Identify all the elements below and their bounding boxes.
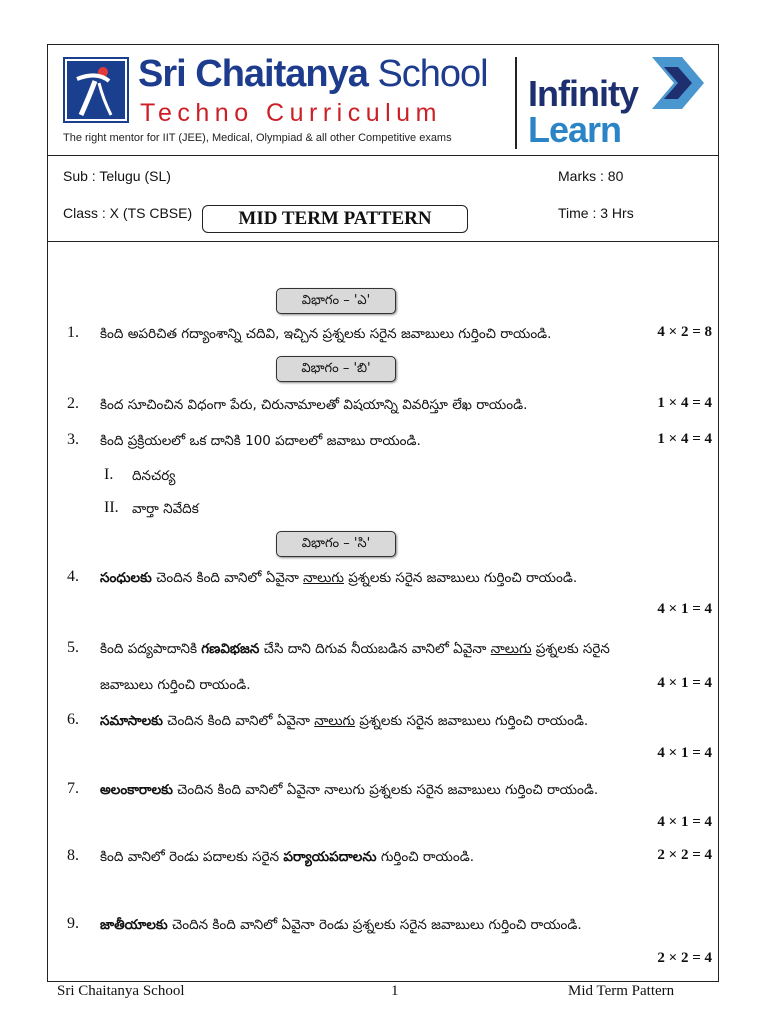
partner-logo-line2: Learn (528, 109, 622, 150)
question-number: 2. (67, 395, 79, 412)
duration: Time : 3 Hrs (558, 205, 634, 221)
question-8-marks: 2 × 2 = 4 (657, 847, 712, 863)
question-6-marks: 4 × 1 = 4 (657, 745, 712, 761)
page-title: MID TERM PATTERN (202, 205, 468, 233)
section-b-label: విభాగం – 'బి' (276, 356, 396, 382)
divider (515, 57, 517, 149)
question-number: 8. (67, 847, 79, 864)
question-number: 5. (67, 639, 79, 656)
question-7-marks: 4 × 1 = 4 (657, 814, 712, 830)
class: Class : X (TS CBSE) (63, 205, 193, 221)
tagline: The right mentor for IIT (JEE), Medical, Olympiad & all other Competitive exams (63, 132, 452, 144)
page-number: 1 (391, 983, 399, 999)
question-6-text: సమాసాలకు చెందిన కింది వానిలో ఏవైనా నాలుగు ప్రశ్నలకు సరైన జవాబులు గుర్తించి రాయండి. (100, 713, 589, 729)
partner-logo-line1: Infinity (528, 73, 638, 114)
question-1-text: కింది అపరిచిత గద్యాంశాన్ని చదివి, ఇచ్చిన ప్రశ్నలకు సరైన జవాబులు గుర్తించి రాయండి. (100, 326, 552, 342)
question-number: 4. (67, 568, 79, 585)
question-number: 9. (67, 915, 79, 932)
question-5-marks: 4 × 1 = 4 (657, 675, 712, 691)
question-number: 1. (67, 324, 79, 341)
school-logo (63, 57, 129, 123)
question-9-marks: 2 × 2 = 4 (657, 950, 712, 966)
letterhead (48, 45, 718, 156)
question-3-text: కింది ప్రక్రియలలో ఒక దానికి 100 పదాలలో జవాబు రాయండి. (100, 433, 421, 449)
chevron-logo-icon (642, 53, 708, 113)
brand-name: Sri Chaitanya School (138, 53, 488, 95)
option-text: దినచర్య (132, 468, 176, 484)
question-1-marks: 4 × 2 = 8 (657, 324, 712, 340)
option-text: వార్తా నివేదిక (132, 501, 199, 517)
question-8-text: కింది వానిలో రెండు పదాలకు సరైన పర్యాయపదాలను గుర్తించి రాయండి. (100, 849, 474, 865)
total-marks: Marks : 80 (558, 168, 624, 184)
footer-title: Mid Term Pattern (568, 983, 675, 999)
option-number: II. (104, 499, 119, 516)
question-5-text: కింది పద్యపాదానికి గణవిభజన చేసి దాని దిగువ నీయబడిన వానిలో ఏవైనా నాలుగు ప్రశ్నలకు సరైన (100, 641, 610, 657)
section-c-label: విభాగం – 'సి' (276, 531, 396, 557)
question-9-text: జాతీయాలకు చెందిన కింది వానిలో ఏవైనా రెండు ప్రశ్నలకు సరైన జవాబులు గుర్తించి రాయండి. (100, 917, 582, 933)
option-number: I. (104, 466, 114, 483)
footer-school: Sri Chaitanya School (57, 983, 185, 999)
question-4-text: సంధులకు చెందిన కింది వానిలో ఏవైనా నాలుగు ప్రశ్నలకు సరైన జవాబులు గుర్తించి రాయండి. (100, 570, 578, 586)
techno-curriculum: Techno Curriculum (140, 99, 442, 127)
question-number: 6. (67, 711, 79, 728)
section-a-label: విభాగం – 'ఎ' (276, 288, 396, 314)
question-2-marks: 1 × 4 = 4 (657, 395, 712, 411)
question-number: 7. (67, 780, 79, 797)
question-5-text-line2: జవాబులు గుర్తించి రాయండి. (100, 677, 251, 693)
question-2-text: కింద సూచించిన విధంగా పేరు, చిరునామాలతో విషయాన్ని వివరిస్తూ లేఖ రాయండి. (100, 397, 528, 413)
question-4-marks: 4 × 1 = 4 (657, 601, 712, 617)
subject: Sub : Telugu (SL) (63, 168, 171, 184)
question-number: 3. (67, 431, 79, 448)
question-7-text: అలంకారాలకు చెందిన కింది వానిలో ఏవైనా నాలుగు ప్రశ్నలకు సరైన జవాబులు గుర్తించి రాయండి. (100, 782, 599, 798)
question-3-marks: 1 × 4 = 4 (657, 431, 712, 447)
